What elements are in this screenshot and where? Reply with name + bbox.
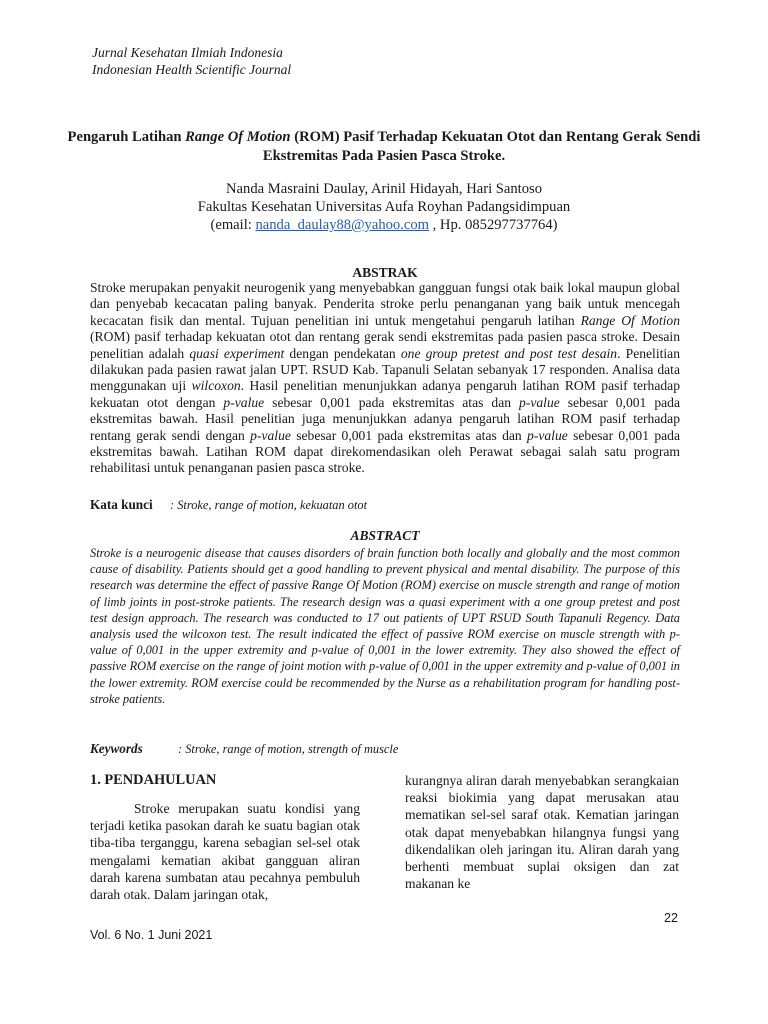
footer-volume: Vol. 6 No. 1 Juni 2021 [90,928,213,942]
abstrak-italic: wilcoxon [191,378,241,394]
kata-kunci-text: : Stroke, range of motion, kekuatan otot [170,498,368,512]
body-column-left: Stroke merupakan suatu kondisi yang terjadi ketika pasokan darah ke suatu bagian otak tiba-tiba terganggu, karena sebagian sel-sel otak mengalami kematian akibat gangguan aliran darah karena sumbatan atau pecahnya pembuluh darah otak. Dalam jaringan otak, [90,801,360,903]
title-part1: Pengaruh Latihan [67,129,186,145]
author-affiliation: Fakultas Kesehatan Universitas Aufa Royhan Padangsidimpuan [197,199,571,215]
keywords-text: : Stroke, range of motion, strength of muscle [178,742,399,756]
keywords [90,741,398,757]
title-part3: (ROM) Pasif Terhadap Kekuatan Otot dan Rentang Gerak Sendi Ekstremitas Pada Pasien Pasca Stroke. [262,129,701,164]
email-link[interactable]: nanda_daulay88@yahoo.com [255,217,429,233]
abstrak-italic: p-value [519,394,560,410]
abstrak-text: Stroke merupakan penyakit neurogenik yang menyebabkan gangguan fungsi otak baik lokal maupun global dan penyebab kecacatan paling banyak. Penderita stroke perlu penanganan yang baik untuk mencegah kecacatan fisik dan mental. Tujuan penelitian ini untuk mengetahui pengaruh latihan [90,280,680,328]
abstrak-text: sebesar 0,001 pada ekstremitas bawah. Latihan ROM dapat direkomendasikan oleh Perawat sebagai salah satu program rehabilitasi untuk penanganan pasien pasca stroke. [90,427,680,476]
journal-header [92,44,291,78]
author-names: Nanda Masraini Daulay, Arinil Hidayah, Hari Santoso [226,181,542,197]
abstrak-italic: quasi experiment [189,345,285,361]
abstrak-text: dengan pendekatan [284,345,401,361]
journal-name-en: Indonesian Health Scientific Journal [92,62,292,77]
journal-name-id: Jurnal Kesehatan Ilmiah Indonesia [92,45,283,60]
author-contact [60,216,708,234]
email-suffix: , Hp. 085297737764) [428,217,558,233]
kata-kunci [90,497,367,513]
abstrak-text: . Hasil penelitian menunjukkan adanya pengaruh latihan ROM pasif terhadap kekuatan otot dengan [90,378,680,410]
abstract-heading: ABSTRACT [350,528,420,543]
abstrak-italic: p-value [527,427,568,443]
abstrak-heading: ABSTRAK [352,265,418,280]
abstrak-body [90,280,680,477]
abstrak-text: sebesar 0,001 pada ekstremitas atas dan [290,427,528,443]
page-number: 22 [664,911,678,925]
kata-kunci-label: Kata kunci [90,497,153,512]
abstrak-italic: Range Of Motion [580,312,680,328]
abstrak-text: sebesar 0,001 pada ekstremitas bawah. Hasil penelitian juga menunjukkan adanya pengaruh latihan ROM pasif terhadap rentang gerak sendi dengan [90,394,680,443]
author-block [60,180,708,234]
body-column-right: kurangnya aliran darah menyebabkan serangkaian reaksi biokimia yang dapat merusakan atau mematikan sel-sel saraf otak. Kematian jaringan otak dapat menyebabkan hilangnya fungsi yang dikendalikan oleh jaringan itu. Aliran darah yang berhenti membuat suplai oksigen dan zat makanan ke [405,773,679,892]
section-heading: 1. PENDAHULUAN [90,772,217,788]
title-italic: Range Of Motion [185,129,291,145]
paper-title [60,128,708,166]
abstract-body: Stroke is a neurogenic disease that causes disorders of brain function both locally and globally and the most common cause of disability. Patients should get a good handling to prevent physical and mental disability. The purpose of this research was determine the effect of passive Range Of Motion (ROM) exercise on muscle strength and range of motion of limb joints in post-stroke patients. The research design was a quasi experiment with a one group pretest and post test design approach. The research was conducted to 17 out patients of UPT RSUD South Tapanuli Regency. Data analysis used the wilcoxon test. The result indicated the effect of passive ROM exercise on muscle strength with p-value of 0,001 in the upper extremity and p-value of 0,001 in the lower extremity. They also showed the effect of passive ROM exercise on the range of joint motion with p-value of 0,001 in the upper extremity and p-value of 0,001 in the lower extremity. ROM exercise could be recommended by the Nurse as a rehabilitation program for handling post-stroke patients. [90,546,680,706]
email-prefix: (email: [210,217,256,233]
abstrak-italic: p-value [250,427,291,443]
abstrak-italic: one group pretest and post test desain [400,345,618,361]
abstrak-text: . Penelitian dilakukan pada pasien rawat jalan UPT. RSUD Kab. Tapanuli Selatan sebanyak 17 responden. Analisa data menggunakan uji [90,345,680,394]
abstrak-italic: p-value [223,394,265,410]
abstrak-text: sebesar 0,001 pada ekstremitas atas dan [264,394,520,410]
abstrak-text: (ROM) pasif terhadap kekuatan otot dan rentang gerak sendi ekstremitas pada pasien pasca stroke. Desain penelitian adalah [90,329,680,361]
keywords-label: Keywords [90,741,143,756]
